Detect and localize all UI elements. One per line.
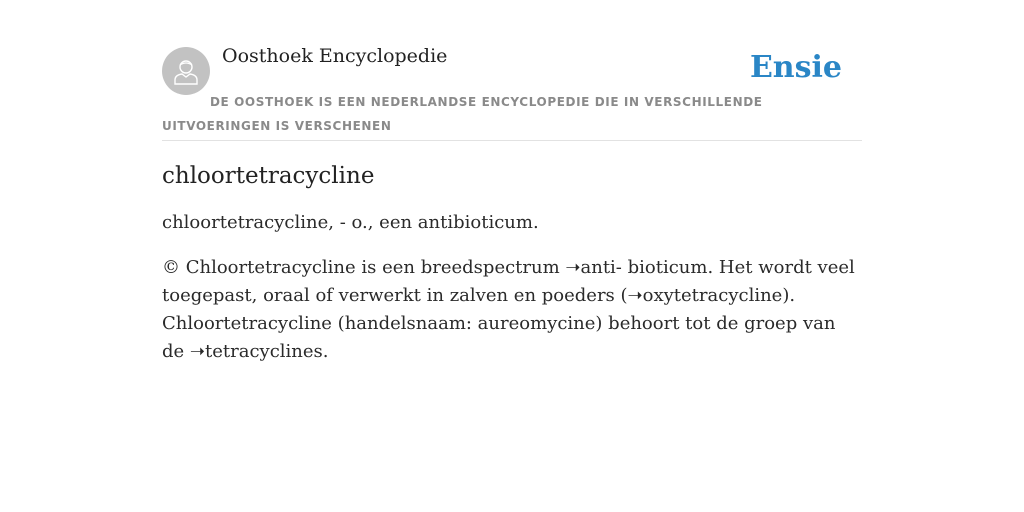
body-text: ). Chloortetracycline (handelsnaam: aureomycine) behoort tot de groep van de (162, 285, 836, 362)
source-name[interactable]: Oosthoek Encyclopedie (222, 45, 448, 67)
body-text: . Het wordt veel toegepast, oraal of verwerkt in zalven en poeders ( (162, 257, 855, 306)
user-icon (171, 56, 201, 86)
page (162, 0, 862, 366)
body-text: . (322, 341, 329, 362)
article-intro: chloortetracycline, - o., een antibioticum. (162, 212, 539, 233)
cross-reference-link[interactable]: ➝tetracyclines (189, 341, 323, 362)
cross-reference-link[interactable]: ➝oxytetracycline (627, 285, 783, 306)
page-header (162, 0, 862, 141)
source-tagline: DE OOSTHOEK IS EEN NEDERLANDSE ENCYCLOPEDIE DIE IN VERSCHILLENDE UITVOERINGEN IS VERSCHENEN (162, 95, 763, 133)
brand-logo[interactable]: Ensie (749, 50, 842, 85)
source-avatar[interactable] (162, 47, 210, 95)
article-body (162, 254, 862, 366)
cross-reference-link[interactable]: ➝anti- bioticum (565, 257, 708, 278)
body-text: © Chloortetracycline is een breedspectrum (162, 257, 566, 278)
article-title: chloortetracycline (162, 163, 375, 189)
